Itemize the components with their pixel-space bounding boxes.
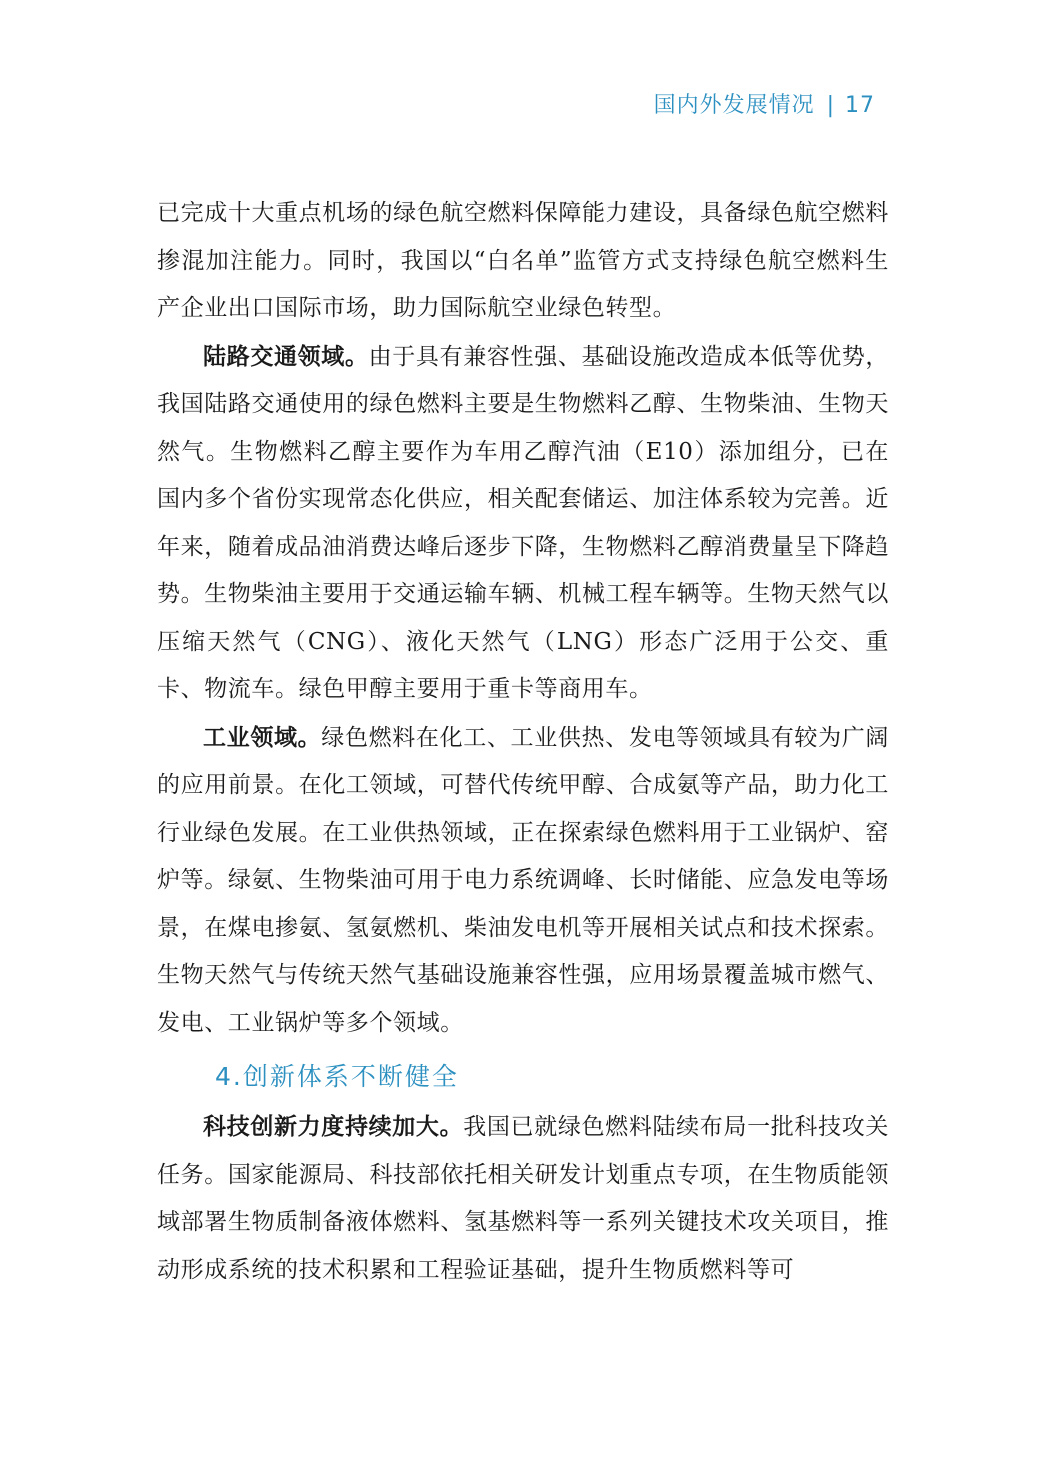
paragraph-text: 由于具有兼容性强、基础设施改造成本低等优势，我国陆路交通使用的绿色燃料主要是生物燃料乙醇、生物柴油、生物天然气。生物燃料乙醇主要作为车用乙醇汽油（E10）添加组分，已在国内多个省份实现常态化供应，相关配套储运、加注体系较为完善。近年来，随着成品油消费达峰后逐步下降，生物燃料乙醇消费量呈下降趋势。生物柴油主要用于交通运输车辆、机械工程车辆等。生物天然气以压缩天然气（CNG）、液化天然气（LNG）形态广泛用于公交、重卡、物流车。绿色甲醇主要用于重卡等商用车。 (157, 343, 890, 702)
paragraph-aviation-continued (157, 190, 889, 333)
header-section-title: 国内外发展情况 (653, 93, 815, 118)
paragraph-lead: 科技创新力度持续加大。 (203, 1113, 464, 1140)
running-header (654, 88, 875, 119)
paragraph-text: 绿色燃料在化工、工业供热、发电等领域具有较为广阔的应用前景。在化工领域，可替代传统甲醇、合成氨等产品，助力化工行业绿色发展。在工业供热领域，正在探索绿色燃料用于工业锅炉、窑炉等。绿氨、生物柴油可用于电力系统调峰、长时储能、应急发电等场景，在煤电掺氨、氢氨燃机、柴油发电机等开展相关试点和技术探索。生物天然气与传统天然气基础设施兼容性强，应用场景覆盖城市燃气、发电、工业锅炉等多个领域。 (157, 724, 890, 1036)
paragraph-lead: 陆路交通领域。 (203, 342, 369, 370)
section-heading: 4.创新体系不断健全 (215, 1062, 459, 1091)
paragraph-lead: 工业领域。 (203, 723, 322, 751)
page-body (157, 190, 889, 1294)
page-number: 17 (845, 93, 875, 118)
paragraph-text: 已完成十大重点机场的绿色航空燃料保障能力建设，具备绿色航空燃料掺混加注能力。同时，我国以“白名单”监管方式支持绿色航空燃料生产企业出口国际市场，助力国际航空业绿色转型。 (157, 200, 889, 321)
paragraph-text: 我国已就绿色燃料陆续布局一批科技攻关任务。国家能源局、科技部依托相关研发计划重点专项，在生物质能领域部署生物质制备液体燃料、氢基燃料等一系列关键技术攻关项目，推动形成系统的技术积累和工程验证基础，提升生物质燃料等可 (157, 1114, 889, 1283)
paragraph-industry (157, 714, 889, 1048)
paragraph-road-transport (157, 333, 889, 714)
header-separator: | (826, 93, 835, 118)
paragraph-innovation (157, 1103, 889, 1294)
